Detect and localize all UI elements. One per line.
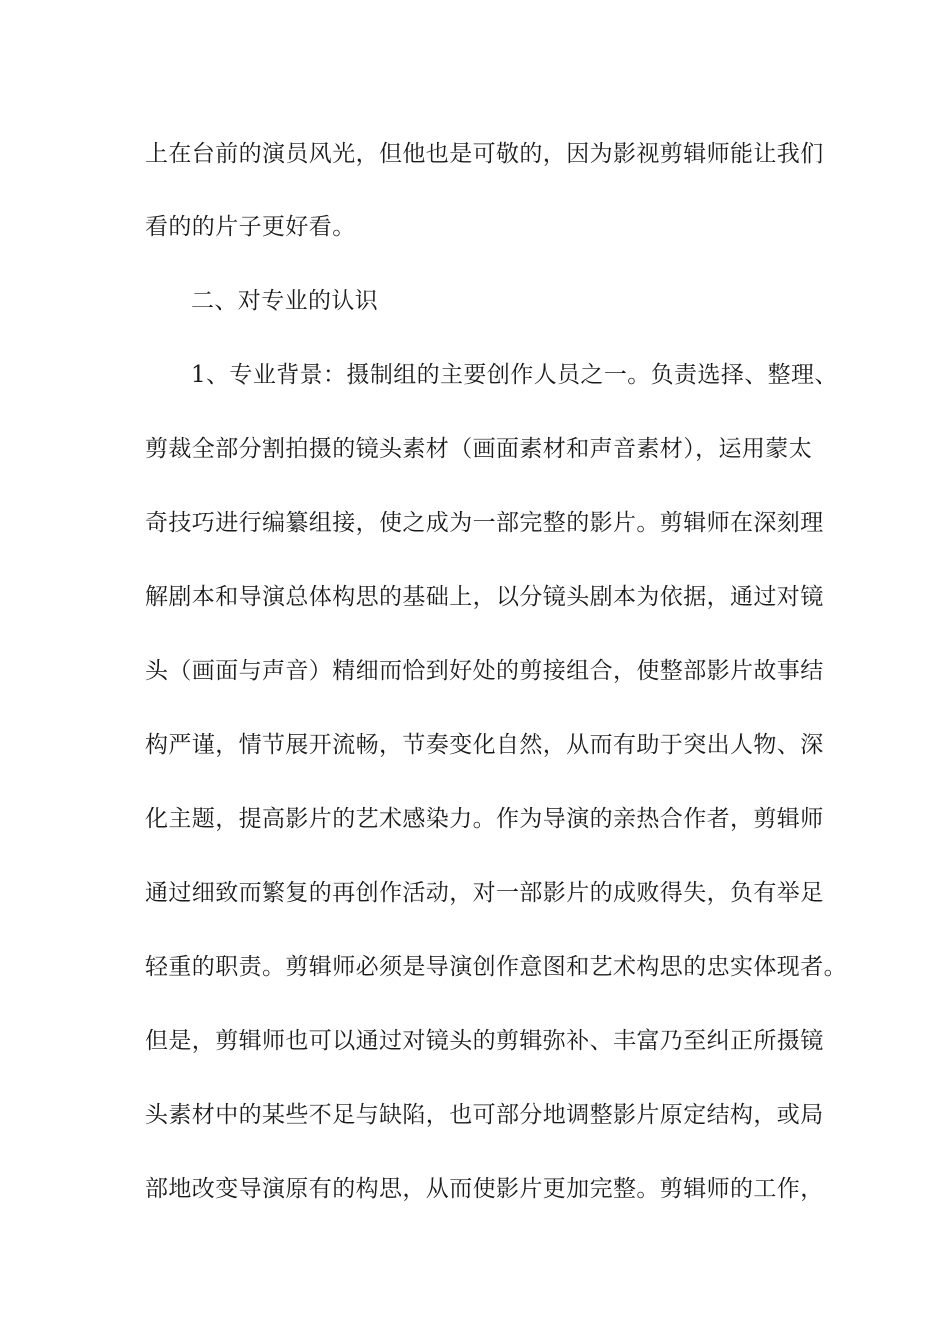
- paragraph-line: 头（画面与声音）精细而恰到好处的剪接组合，使整部影片故事结: [145, 658, 824, 684]
- paragraph-line: 解剧本和导演总体构思的基础上，以分镜头剧本为依据，通过对镜: [145, 584, 824, 610]
- paragraph-line: 1、专业背景：摄制组的主要创作人员之一。负责选择、整理、: [191, 362, 838, 388]
- paragraph-line: 化主题，提高影片的艺术感染力。作为导演的亲热合作者，剪辑师: [145, 806, 824, 832]
- paragraph-line: 构严谨，情节展开流畅，节奏变化自然，从而有助于突出人物、深: [145, 732, 824, 758]
- paragraph-line: 奇技巧进行编纂组接，使之成为一部完整的影片。剪辑师在深刻理: [145, 510, 824, 536]
- paragraph-line: 通过细致而繁复的再创作活动，对一部影片的成败得失，负有举足: [145, 880, 824, 906]
- paragraph-line: 上在台前的演员风光，但他也是可敬的，因为影视剪辑师能让我们: [145, 141, 824, 167]
- paragraph-line: 轻重的职责。剪辑师必须是导演创作意图和艺术构思的忠实体现者。: [145, 954, 847, 980]
- paragraph-line: 剪裁全部分割拍摄的镜头素材（画面素材和声音素材），运用蒙太: [145, 436, 813, 462]
- paragraph-line: 头素材中的某些不足与缺陷，也可部分地调整影片原定结构，或局: [145, 1102, 824, 1128]
- paragraph-line: 部地改变导演原有的构思，从而使影片更加完整。剪辑师的工作，: [145, 1176, 824, 1202]
- paragraph-line: 看的的片子更好看。: [145, 214, 356, 240]
- section-heading: 二、对专业的认识: [191, 288, 379, 314]
- paragraph-line: 但是，剪辑师也可以通过对镜头的剪辑弥补、丰富乃至纠正所摄镜: [145, 1028, 824, 1054]
